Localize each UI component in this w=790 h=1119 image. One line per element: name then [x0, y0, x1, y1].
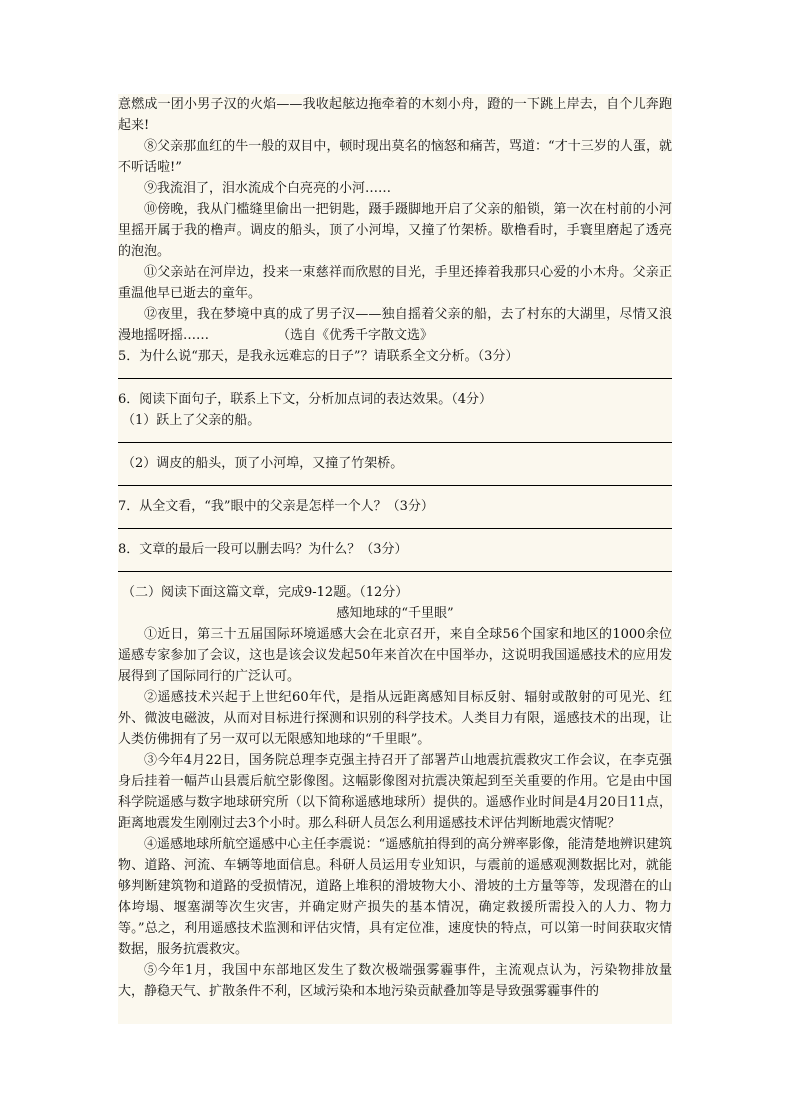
paragraph: ③今年4月22日，国务院总理李克强主持召开了部署芦山地震抗震救灾工作会议，在李克强身后挂着一幅芦山县震后航空影像图。这幅影像图对抗震决策起到至关重要的作用。它是由中国科学院遥感与数字地球研究所（以下简称遥感地球所）提供的。遥感作业时间是4月20日11点，距离地震发生刚刚过去3个小时。那么科研人员怎么利用遥感技术评估判断地震灾情呢？ [118, 753, 672, 831]
question-8: 8．文章的最后一段可以删去吗？为什么？（3分） [118, 542, 408, 557]
question-7: 7．从全文看，“我”眼中的父亲是怎样一个人？（3分） [118, 499, 434, 514]
article-title: 感知地球的“千里眼” [336, 606, 454, 621]
paragraph: ②遥感技术兴起于上世纪60年代，是指从远距离感知目标反射、辐射或散射的可见光、红外、微波电磁波，从而对目标进行探测和识别的科学技术。人类目力有限，遥感技术的出现，让人类仿佛拥有了另一双可以无限感知地球的“千里眼”。 [118, 690, 672, 747]
paragraph-last [118, 304, 672, 346]
paragraph: ①近日，第三十五届国际环境遥感大会在北京召开，来自全球56个国家和地区的1000余位遥感专家参加了会议，这也是该会议发起50年来首次在中国举办，这说明我国遥感技术的应用发展得到了国际同行的广泛认可。 [118, 627, 672, 684]
paragraph: ⑨我流泪了，泪水流成个白亮亮的小河…… [144, 181, 392, 196]
question-6-1: （1）跃上了父亲的船。 [122, 413, 261, 428]
answer-line [118, 485, 672, 486]
paragraph: 意燃成一团小男子汉的火焰——我收起舷边拖牵着的木刻小舟，蹬的一下跳上岸去，自个儿奔跑起来! [118, 97, 672, 133]
question-6: 6．阅读下面句子，联系上下文，分析加点词的表达效果。（4分） [118, 392, 493, 407]
paragraph: ④遥感地球所航空遥感中心主任李震说：“遥感航拍得到的高分辨率影像，能清楚地辨识建筑物、道路、河流、车辆等地面信息。科研人员运用专业知识，与震前的遥感观测数据比对，就能够判断建筑物和道路的受损情况，道路上堆积的滑坡物大小、滑坡的土方量等等，发现潜在的山体垮塌、堰塞湖等次生灾害，并确定财产损失的基本情况，确定救援所需投入的人力、物力等。”总之，利用遥感技术监测和评估灾情，具有定位准，速度快的特点，可以第一时间获取灾情数据，服务抗震救灾。 [118, 837, 672, 957]
paragraph: ⑩傍晚，我从门槛缝里偷出一把钥匙，蹑手蹑脚地开启了父亲的船锁，第一次在村前的小河里摇开属于我的橹声。调皮的船头，顶了小河埠，又撞了竹架桥。歇橹看时，手寰里磨起了透亮的泡泡。 [118, 202, 672, 259]
paragraph: ⑪父亲站在河岸边，投来一束慈祥而欣慰的目光，手里还捧着我那只心爱的小木舟。父亲正重温他早已逝去的童年。 [118, 265, 672, 301]
question-5: 5．为什么说“那天，是我永远难忘的日子”？请联系全文分析。（3分） [118, 349, 519, 364]
paragraph: ⑧父亲那血红的牛一般的双目中，顿时现出莫名的恼怒和痛苦，骂道：“才十三岁的人蛋，就不听话啦!” [118, 139, 672, 175]
paragraph-text: ⑫夜里，我在梦境中真的成了男子汉——独自摇着父亲的船，去了村东的大湖里，尽情又浪漫地摇呀摇…… [118, 307, 672, 343]
question-6-2: （2）调皮的船头，顶了小河埠，又撞了竹架桥。 [122, 456, 404, 471]
paragraph: ⑤今年1月，我国中东部地区发生了数次极端强雾霾事件，主流观点认为，污染物排放量大，静稳天气、扩散条件不利，区域污染和本地污染贡献叠加等是导致强雾霾事件的 [118, 963, 672, 999]
answer-line [118, 528, 672, 529]
answer-line [118, 442, 672, 443]
section-heading: （二）阅读下面这篇文章，完成9-12题。（12分） [122, 585, 409, 600]
source-citation: （选自《优秀千字散文选》 [277, 328, 434, 343]
answer-line [118, 378, 672, 379]
answer-line [118, 571, 672, 572]
document-content [118, 94, 672, 1002]
